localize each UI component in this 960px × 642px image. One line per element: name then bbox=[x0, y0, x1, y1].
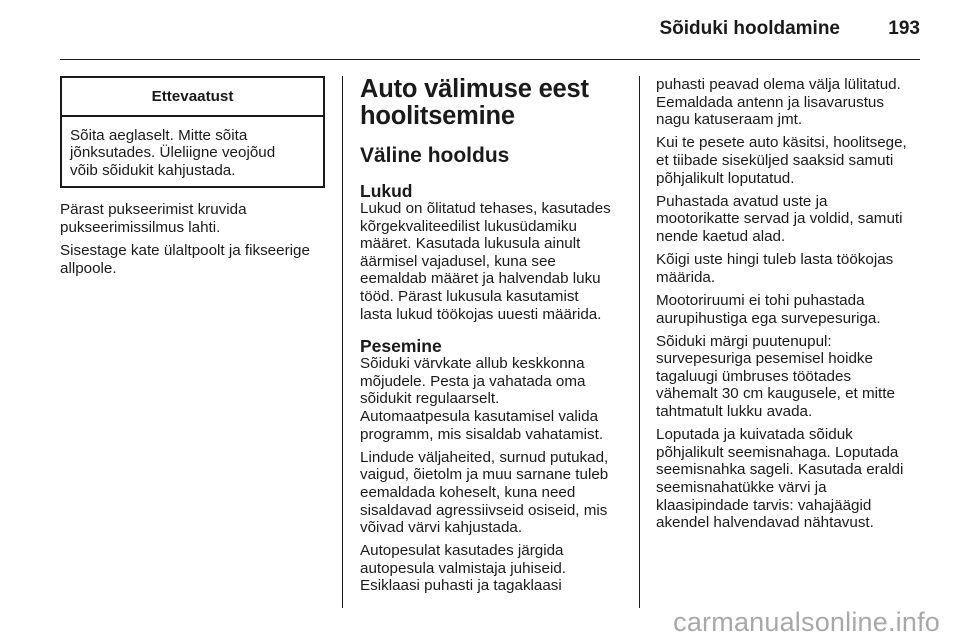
column-divider bbox=[639, 76, 640, 608]
paragraph: Sisestage kate ülaltpoolt ja fikseerige allpoole. bbox=[60, 242, 310, 277]
paragraph: Sõiduki märgi puutenupul: survepesuriga pesemisel hoidke tagaluugi ümbruses töötades vähemalt 30 cm kaugusele, et mitte tahtmatult lukku avada. bbox=[656, 332, 895, 421]
warning-box bbox=[60, 76, 325, 188]
page-header bbox=[60, 18, 920, 48]
column-divider bbox=[342, 76, 343, 608]
chapter-title: Sõiduki hooldamine bbox=[659, 18, 840, 39]
paragraph: Sõiduki värvkate allub keskkonna mõjudele. Pesta ja vahatada oma sõidukit regulaarselt. Automaatpesula kasutamisel valida programm, mis sisaldab vahatamist. bbox=[360, 355, 604, 443]
paragraph: Loputada ja kuivatada sõiduk põhjalikult seemisnahaga. Loputada seemisnahka sageli. Kasutada eraldi seemisnahatükke värvi ja klaasipindade tarvis: vahajäägid akendel halvendavad nähtavust. bbox=[656, 426, 904, 532]
topic-heading-locks: Lukud bbox=[360, 181, 413, 201]
paragraph: Autopesulat kasutades järgida autopesula valmistaja juhiseid. Esiklaasi puhasti ja tagaklaasi bbox=[360, 542, 566, 595]
watermark: carmanualsonline.info bbox=[673, 607, 940, 637]
header-divider bbox=[60, 59, 920, 60]
paragraph: Lindude väljaheited, surnud putukad, vaigud, õietolm ja muu sarnane tuleb eemaldada koheselt, kuna need sisaldavad agressiivseid osiseid, mis võivad värvi kahjustada. bbox=[360, 448, 609, 537]
page-number: 193 bbox=[888, 18, 920, 39]
section-heading: Auto välimuse eest hoolitsemine bbox=[360, 75, 589, 130]
paragraph: Mootoriruumi ei tohi puhastada aurupihustiga ega survepesuriga. bbox=[656, 291, 881, 327]
column-1 bbox=[60, 76, 325, 283]
column-3 bbox=[656, 76, 924, 537]
paragraph: Kõigi uste hingi tuleb lasta töökojas määrida. bbox=[656, 251, 894, 286]
paragraph: puhasti peavad olema välja lülitatud. Eemaldada antenn ja lisavarustus nagu katuseraam jmt. bbox=[656, 76, 901, 129]
subsection-heading: Väline hooldus bbox=[360, 144, 510, 167]
paragraph: Puhastada avatud uste ja mootorikatte servad ja voldid, samuti nende kaetud alad. bbox=[656, 192, 903, 245]
paragraph: Lukud on õlitatud tehases, kasutades kõrgekvaliteedilist lukusüdamiku määret. Kasutada lukusula ainult äärmisel vajadusel, kuna see eemaldab määret ja halvendab luku tööd. Pärast lukusula kasutamist lasta lukud töökojas uuesti määrida. bbox=[360, 200, 611, 323]
paragraph: Kui te pesete auto käsitsi, hoolitsege, et tiibade siseküljed saaksid samuti põhjalikult loputatud. bbox=[656, 134, 907, 187]
column-2 bbox=[360, 76, 628, 601]
paragraph: Pärast pukseerimist kruvida pukseerimissilmus lahti. bbox=[60, 201, 247, 236]
topic-heading-washing: Pesemine bbox=[360, 336, 442, 357]
warning-text: Sõita aeglaselt. Mitte sõita jõnksutades. Üleliigne veojõud võib sõidukit kahjustada. bbox=[70, 126, 276, 179]
warning-title: Ettevaatust bbox=[62, 78, 323, 117]
